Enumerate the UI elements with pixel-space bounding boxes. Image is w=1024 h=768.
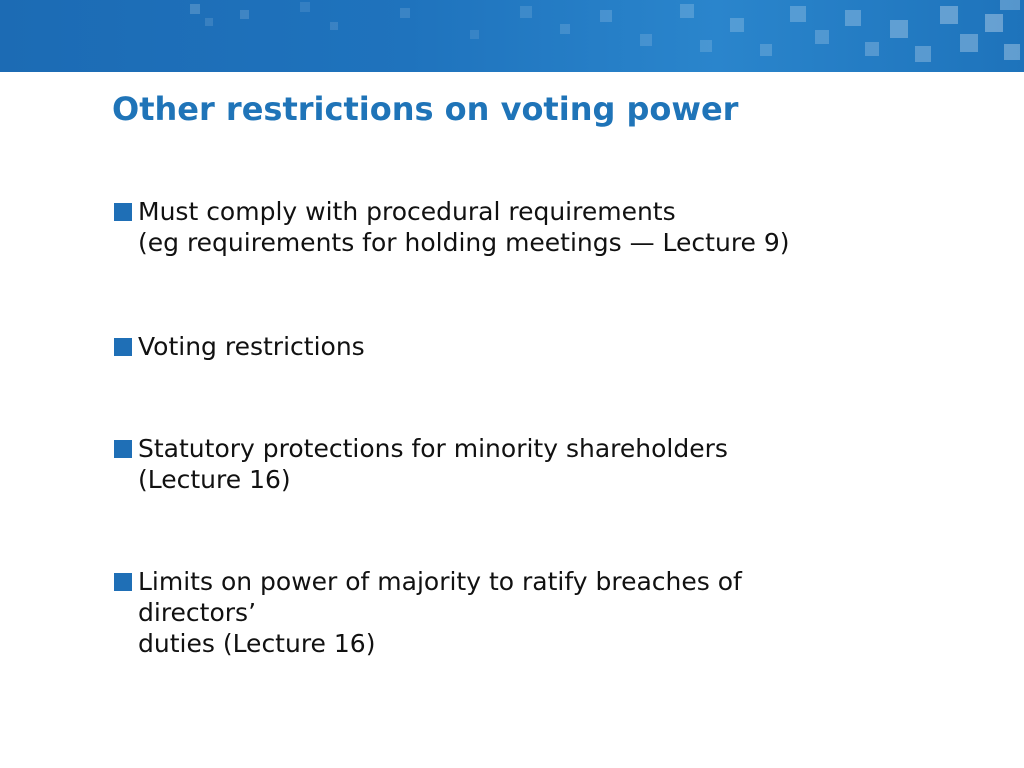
bullet-text [138,566,998,659]
bullet-line: directors’ [138,598,257,627]
bullet-text [138,331,998,362]
bullet-line: (Lecture 16) [138,465,291,494]
bullet-line: Statutory protections for minority shareholders [138,434,728,463]
bullet-text [138,196,998,258]
square-bullet-icon [114,440,132,458]
square-bullet-icon [114,573,132,591]
bullet-line: Voting restrictions [138,332,365,361]
bullet-text [138,433,998,495]
square-bullet-icon [114,203,132,221]
slide-title: Other restrictions on voting power [112,90,739,128]
bullet-line: duties (Lecture 16) [138,629,376,658]
bullet-line: Must comply with procedural requirements [138,197,676,226]
bullet-line: Limits on power of majority to ratify breaches of [138,567,742,596]
bullet-line: (eg requirements for holding meetings — Lecture 9) [138,228,790,257]
banner-pattern [0,0,1024,72]
header-banner [0,0,1024,72]
square-bullet-icon [114,338,132,356]
